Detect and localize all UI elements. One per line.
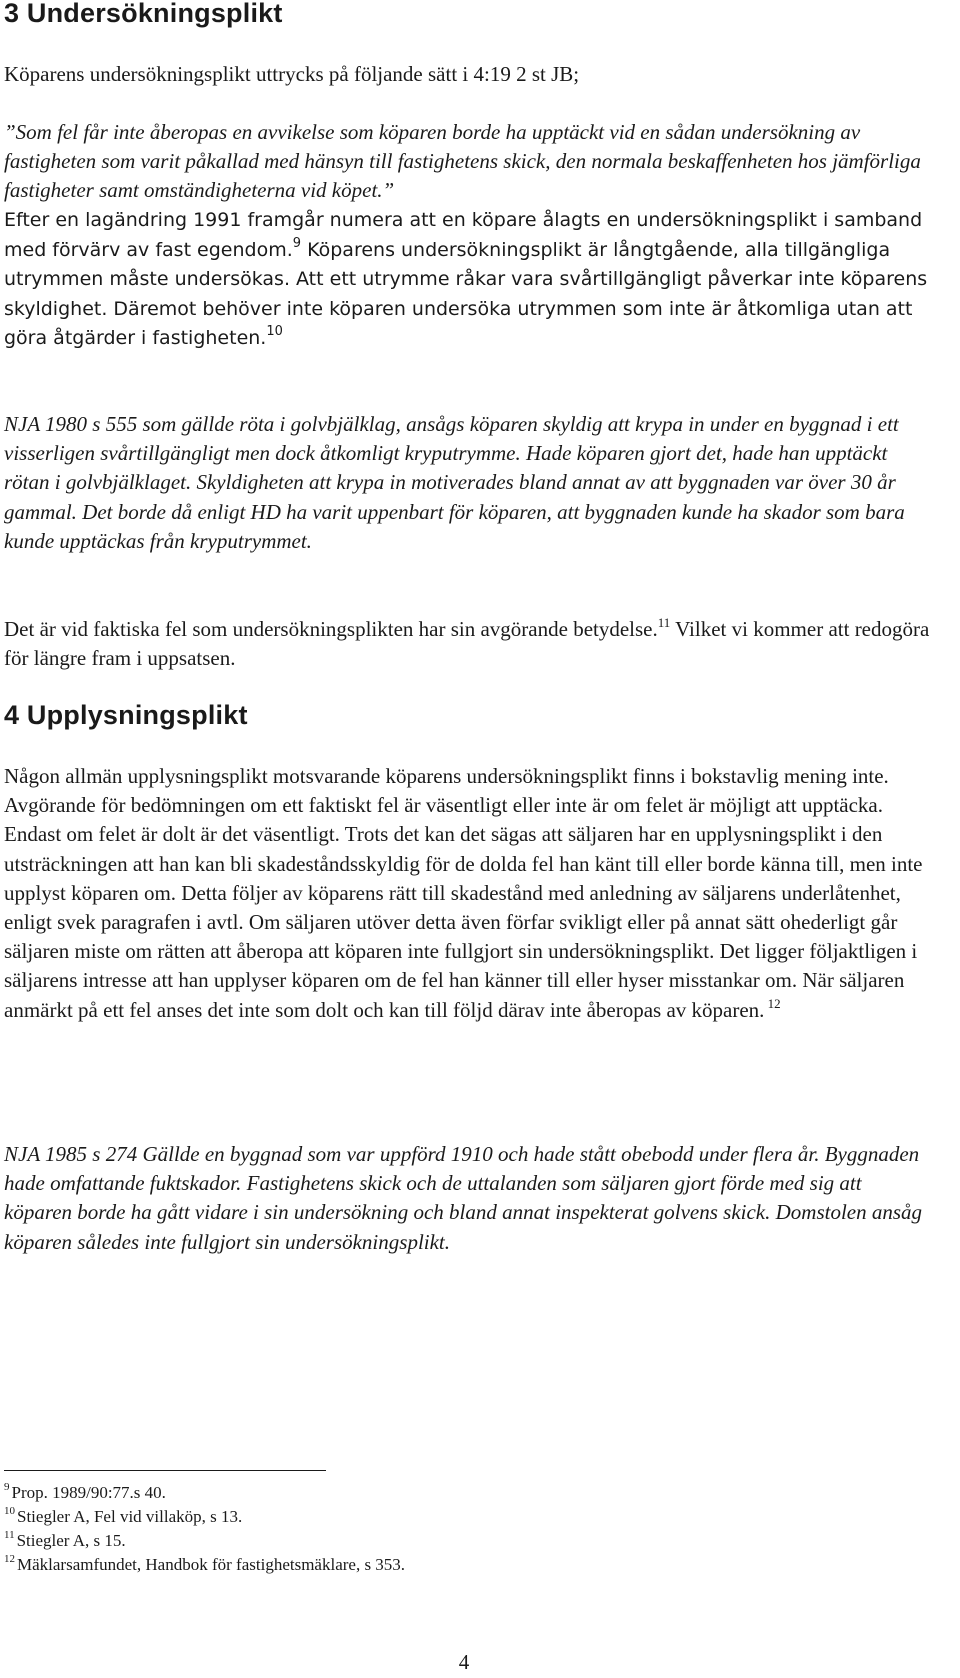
footnote-text: Stiegler A, s 15.: [16, 1531, 126, 1550]
footnote-ref-10: 10: [266, 324, 283, 339]
footnote-separator: [4, 1470, 326, 1471]
law-quote: ”Som fel får inte åberopas en avvikelse som köparen borde ha upptäckt vid en sådan undersökning av fastigheten som varit påkallad med hänsyn till fastighetens skick, den normala beskaffenheten hos jämförliga fastigheter samt omständigheterna vid köpet.”: [4, 120, 921, 203]
section-heading-upplysningsplikt: 4 Upplysningsplikt: [4, 700, 248, 730]
section-heading-undersokningsplikt: 3 Undersökningsplikt: [4, 0, 283, 28]
footnote-number: 10: [4, 1505, 15, 1517]
paragraph-upplysningsplikt: [4, 762, 934, 1025]
footnote-10: [4, 1505, 242, 1529]
footnote-12: [4, 1553, 405, 1577]
paragraph-text: Någon allmän upplysningsplikt motsvarande köparens undersökningsplikt finns i bokstavlig mening inte. Avgörande för bedömningen om ett faktiskt fel är väsentligt eller inte är om felet är möjligt att upptäcka. Endast om felet är dolt är det väsentligt. Trots det kan det sägas att säljaren har en upplysningsplikt i den utsträckningen att han kan bli skadeståndsskyldig för de dolda fel han känt till eller borde känna till, men inte upplyst köparen om. Detta följer av köparens rätt till skadestånd med anledning av säljarens underlåtenhet, enligt svek paragrafen i avtl. Om säljaren utöver detta även förfar svikligt eller på annat sätt ohederligt går säljaren miste om rätten att åberopa att köparen inte fullgjort sin undersökningsplikt. Det ligger följaktligen i säljarens intresse att han upplyser köparen om de fel han känner till eller hyser misstankar om. När säljaren anmärkt på ett fel anses det inte som dolt och kan till följd därav inte åberopas av köparen.: [4, 764, 923, 1022]
footnote-text: Mäklarsamfundet, Handbok för fastighetsmäklare, s 353.: [17, 1555, 406, 1574]
paragraph-text: Det är vid faktiska fel som undersökningsplikten har sin avgörande betydelse.: [4, 617, 658, 641]
paragraph-faktiska-fel: [4, 615, 934, 673]
footnote-number: 9: [4, 1481, 10, 1493]
page-number: 4: [458, 1650, 470, 1674]
paragraph-text: Vilket vi kommer att redogöra för längre fram i uppsatsen.: [4, 617, 930, 671]
case-nja-1985: NJA 1985 s 274 Gällde en byggnad som var uppförd 1910 och hade stått obebodd under flera år. Byggnaden hade omfattande fuktskador. Fastighetens skick och de uttalanden som säljaren gjort förde med sig att köparen borde ha gått vidare i sin undersökning och bland annat inspekterat golvens skick. Domstolen ansåg köparen således inte fullgjort sin undersökningsplikt.: [4, 1142, 923, 1254]
footnote-number: 11: [4, 1529, 15, 1541]
paragraph-text: Efter en lagändring 1991 framgår numera att en köpare ålagts en undersökningsplikt i samband med förvärv av fast egendom.: [4, 209, 923, 261]
footnote-ref-11: 11: [657, 615, 671, 630]
intro-paragraph: Köparens undersökningsplikt uttrycks på följande sätt i 4:19 2 st JB;: [4, 62, 580, 86]
paragraph-lagandring: [4, 206, 934, 354]
footnote-text: Stiegler A, Fel vid villaköp, s 13.: [17, 1507, 243, 1526]
footnote-9: [4, 1481, 166, 1505]
footnote-11: [4, 1529, 126, 1553]
footnote-ref-12: 12: [764, 995, 781, 1011]
footnote-number: 12: [4, 1553, 15, 1565]
footnote-text: Prop. 1989/90:77.s 40.: [11, 1483, 166, 1502]
case-nja-1980: NJA 1980 s 555 som gällde röta i golvbjälklag, ansågs köparen skyldig att krypa in under en byggnad i ett visserligen svårtillgängligt men dock åtkomligt kryputrymme. Hade köparen gjort det, hade han upptäckt rötan i golvbjälklaget. Skyldigheten att krypa in motiverades bland annat av att byggnaden var över 30 år gammal. Det borde då enligt HD ha varit uppenbart för köparen, att byggnaden kunde ha skador som bara kunde upptäckas från kryputrymmet.: [4, 412, 905, 553]
footnote-ref-9: 9: [292, 235, 302, 251]
paragraph-text: Köparens undersökningsplikt är långtgående, alla tillgängliga utrymmen måste undersökas. Att ett utrymme råkar vara svårtillgängligt påverkar inte köparens skyldighet. Däremot behöver inte köparen undersöka utrymmen som inte är åtkomliga utan att göra åtgärder i fastigheten.: [4, 238, 928, 349]
